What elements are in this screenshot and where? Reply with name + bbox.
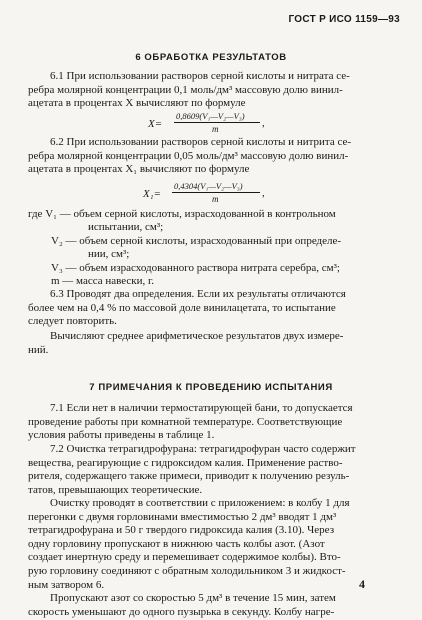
paragraph-6-3 xyxy=(28,288,398,329)
page-number: 4 xyxy=(359,577,365,591)
paragraph-6-2 xyxy=(28,136,398,177)
text-line: условия работы приведены в таблице 1. xyxy=(28,429,215,442)
formula-lhs: X= xyxy=(148,118,163,130)
text-line: 6.2 При использовании растворов серной кислоты и нитрита се- xyxy=(50,136,352,148)
text-line: ным затвором 6. xyxy=(28,578,105,591)
text-line: более чем на 0,4 % по массовой доле винилацетата, то испытание xyxy=(28,301,336,314)
text-line: тетрагидрофурана и 50 г твердого гидроксида калия (3.10). Через xyxy=(28,524,335,537)
formula-denominator: m xyxy=(212,194,219,204)
text-line: m — масса навески, г. xyxy=(51,275,155,288)
text-line: вещества, реагирующие с гидроксидом калия. Применение раство- xyxy=(28,456,343,469)
text-line: ацетата в процентах X вычисляют по формуле xyxy=(28,97,246,110)
text-line: Пропускают азот со скоростью 5 дм³ в течение 15 мин, затем xyxy=(50,592,336,604)
formula-end: , xyxy=(262,187,265,199)
text-line: V₂ — объем серной кислоты, израсходованный при определе- xyxy=(51,234,342,247)
formula-denominator: m xyxy=(212,124,219,134)
formula-numerator: 0,4304(V₁—V₂—V₃) xyxy=(174,181,243,191)
paragraph-7-2 xyxy=(28,443,398,497)
text-line: Вычисляют среднее арифметическое результатов двух измере- xyxy=(50,330,344,342)
section-7-title: 7 ПРИМЕЧАНИЯ К ПРОВЕДЕНИЮ ИСПЫТАНИЯ xyxy=(89,382,333,393)
text-line: перегонки с двумя горловинами вместимостью 2 дм³ вводят 1 дм³ xyxy=(28,510,337,523)
variable-definitions xyxy=(28,208,398,288)
text-line: 7.2 Очистка тетрагидрофурана: тетрагидрофуран часто содержит xyxy=(50,443,356,455)
text-line: ребра молярной концентрации 0,1 моль/дм³ массовую долю винил- xyxy=(28,83,343,96)
text-line: 7.1 Если нет в наличии термостатирующей бани, то допускается xyxy=(50,402,353,414)
formula-lhs: X₁= xyxy=(143,188,161,200)
text-line: испытании, см³; xyxy=(88,221,164,234)
text-line: нии, см³; xyxy=(88,248,130,261)
paragraph-nitrogen xyxy=(28,592,398,619)
text-line: татов, превышающих теоретические. xyxy=(28,483,203,496)
formula-numerator: 0,8609(V₁—V₂—V₃) xyxy=(176,111,245,121)
paragraph-average xyxy=(28,330,398,357)
text-line: рителя, содержащего также примеси, приводит к получению резуль- xyxy=(28,470,350,483)
section-6-title: 6 ОБРАБОТКА РЕЗУЛЬТАТОВ xyxy=(135,52,287,63)
text-line: одну горловину пропускают в нижнюю часть колбы азот. (Азот xyxy=(28,537,325,550)
text-line: где V₁ — объем серной кислоты, израсходованной в контрольном xyxy=(28,208,336,220)
text-line: Очистку проводят в соответствии с приложением: в колбу 1 для xyxy=(50,497,350,509)
text-line: создает инертную среду и перемешивает содержимое колбы). Вто- xyxy=(28,551,341,564)
fraction-bar xyxy=(174,122,260,123)
standard-header: ГОСТ Р ИСО 1159—93 xyxy=(288,14,400,25)
paragraph-6-1 xyxy=(28,70,398,111)
text-line: скорость уменьшают до одного пузырька в секунду. Колбу нагре- xyxy=(28,605,335,618)
text-line: V₃ — объем израсходованного раствора нитрата серебра, см³; xyxy=(51,261,340,274)
text-line: ний. xyxy=(28,343,49,356)
text-line: ребра молярной концентрации 0,05 моль/дм³ массовую долю винил- xyxy=(28,149,349,162)
text-line: 6.1 При использовании растворов серной кислоты и нитрата се- xyxy=(50,70,350,82)
text-line: проведение работы при комнатной температуре. Соответствующие xyxy=(28,415,343,428)
text-line: ацетата в процентах X₁ вычисляют по формуле xyxy=(28,163,250,176)
formula-end: , xyxy=(262,117,265,129)
fraction-bar xyxy=(172,192,260,193)
paragraph-7-1 xyxy=(28,402,398,443)
text-line: рую горловину соединяют с обратным холодильником 3 и жидкост- xyxy=(28,564,346,577)
text-line: 6.3 Проводят два определения. Если их результаты отличаются xyxy=(50,288,346,300)
paragraph-purification xyxy=(28,497,398,592)
text-line: следует повторить. xyxy=(28,315,117,328)
